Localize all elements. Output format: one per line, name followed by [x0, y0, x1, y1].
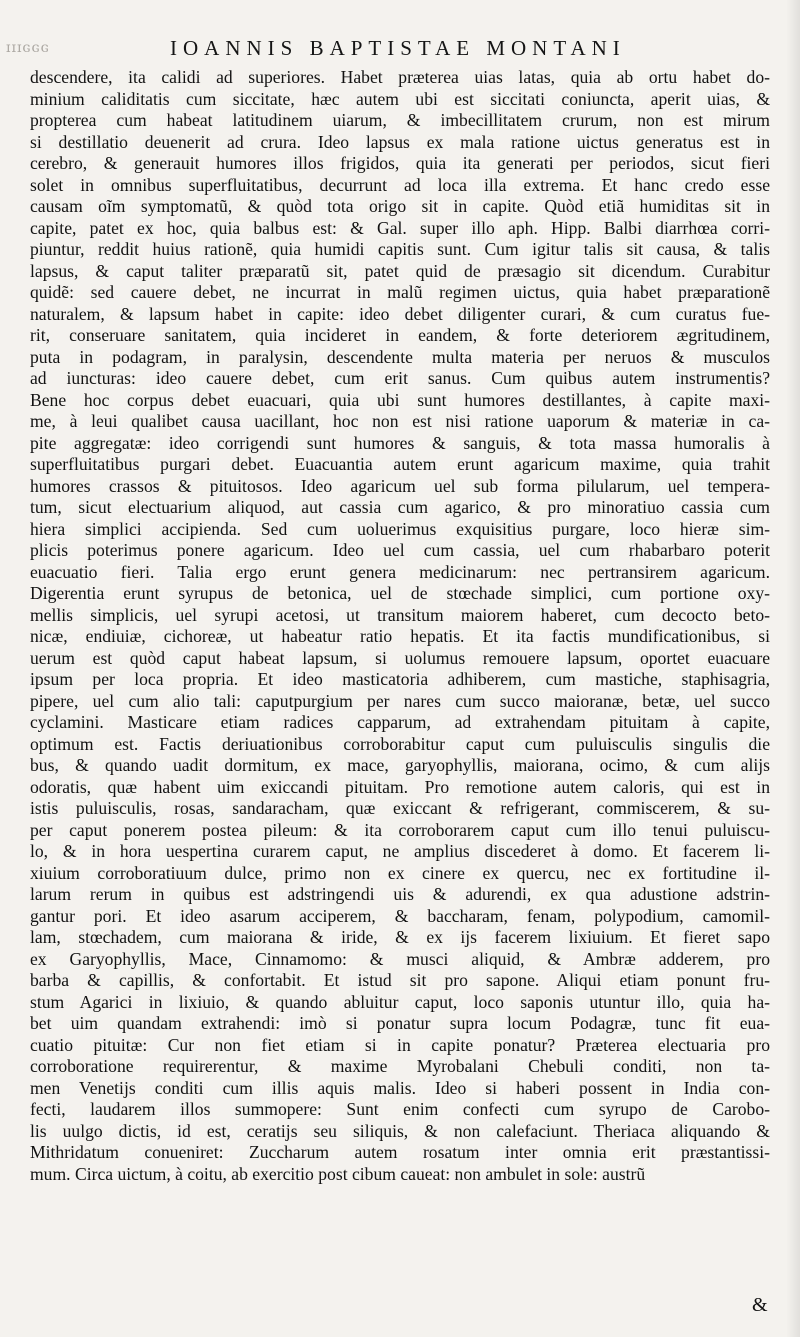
text-line: mellis simplicis, uel syrupi acetosi, ut transitum maiorem haberet, cum decocto beto-: [30, 604, 770, 625]
text-line: uerum est quòd caput habeat lapsum, si uolumus remouere lapsum, oportet euacuare: [30, 647, 770, 668]
text-line: mum. Circa uictum, à coitu, ab exercitio post cibum caueat: non ambulet in sole: austrũ: [30, 1163, 646, 1184]
text-line: gantur pori. Et ideo asarum acciperem, & baccharam, fenam, polypodium, camomil-: [30, 905, 770, 926]
text-line: ad iuncturas: ideo cauere debet, cum erit sanus. Cum quibus autem instrumentis?: [30, 368, 770, 388]
text-line: cerebro, & generauit humores illos frigidos, quia ita generati per periodos, sicut fieri: [30, 153, 770, 173]
text-line: Bene hoc corpus debet euacuari, quia ubi sunt humores destillantes, à capite maxi-: [30, 389, 770, 410]
text-line: istis puluisculis, rosas, sandaracham, quæ exiccant & refrigerant, commiscerem, & su-: [30, 798, 770, 818]
text-line: quidẽ: sed cauere debet, ne incurrat in malũ regimen uictus, quia habet præparationẽ: [30, 282, 770, 302]
text-line: pipere, uel cum alio tali: caputpurgium per nares cum succo maioranæ, betæ, uel succo: [30, 690, 770, 711]
page-edge-shadow: [786, 0, 800, 1337]
text-line: causam oĩm symptomatũ, & quòd tota origo sit in capite. Quòd etiã humiditas sit in: [30, 196, 770, 216]
text-line: xiuium corroboratiuum dulce, primo non ex cinere ex quercu, nec ex fortitudine il-: [30, 862, 770, 883]
text-line: minium caliditatis cum siccitate, hæc autem ubi est siccitati coniuncta, aperit uias, &: [30, 88, 770, 109]
text-line: cyclamini. Masticare etiam radices capparum, ad extrahendam pituitam à capite,: [30, 712, 770, 732]
text-line: bus, & quando uadit dormitum, ex mace, garyophyllis, maiorana, ocimo, & cum alijs: [30, 755, 770, 775]
show-through-mark: ɪɪɪɢɢɢ: [6, 40, 50, 56]
text-line: si destillatio deuenerit ad crura. Ideo lapsus ex mala ratione uictus generatus est in: [30, 131, 770, 152]
text-line: puta in podagram, in paralysin, descendente multa materia per neruos & musculos: [30, 346, 770, 367]
text-line: bet uim quandam extrahendi: imò si ponatur supra locum Podagræ, tunc fit eua-: [30, 1013, 770, 1033]
text-line: solet in omnibus superfluitatibus, decurrunt ad loca illa extrema. Et hanc credo esse: [30, 174, 770, 195]
text-line: fecti, laudarem illos summopere: Sunt enim confecti cum syrupo de Carobo-: [30, 1099, 770, 1119]
body-text: [30, 67, 770, 1185]
text-line: lo, & in hora uespertina curarem caput, ne amplius discederet à domo. Et facerem li-: [30, 841, 770, 861]
text-line: stum Agarici in lixiuio, & quando abluitur caput, loco saponis utuntur illo, quia ha-: [30, 991, 770, 1012]
text-line: optimum est. Factis deriuationibus corroborabitur caput cum puluisculis singulis die: [30, 733, 770, 754]
text-line: euacuatio fieri. Talia ergo erunt genera medicinarum: nec pertransirem agaricum.: [30, 561, 770, 582]
text-line: per caput ponerem postea pileum: & ita corroborarem caput cum illo tenui puluiscu-: [30, 819, 770, 840]
text-line: lam, stœchadem, cum maiorana & iride, & ex ijs facerem lixiuium. Et fieret sapo: [30, 927, 770, 947]
text-line: superfluitatibus purgari debet. Euacuantia autem erunt agaricum maxime, quia trahit: [30, 454, 770, 474]
running-head: IOANNIS BAPTISTAE MONTANI: [170, 36, 626, 60]
text-line: odoratis, quæ habent uim exiccandi pituitam. Pro remotione autem caloris, qui est in: [30, 776, 770, 797]
text-line: corroboratione requirerentur, & maxime Myrobalani Chebuli conditi, non ta-: [30, 1056, 770, 1076]
text-line: humores crassos & pituitosos. Ideo agaricum uel sub forma pilularum, uel tempera-: [30, 475, 770, 496]
text-line: tum, sicut electuarium aliquod, aut cassia cum agarico, & pro minoratiuo cassia cum: [30, 497, 770, 517]
text-line: hiera simplici accipienda. Sed cum uoluerimus exquisitius purgare, loco hieræ sim-: [30, 518, 770, 539]
text-line: lis uulgo dictis, id est, ceratijs seu siliquis, & non calefaciunt. Theriaca aliquando &: [30, 1120, 770, 1141]
text-line: cuatio pituitæ: Cur non fiet etiam si in capite ponatur? Præterea electuaria pro: [30, 1034, 770, 1055]
text-line: descendere, ita calidi ad superiores. Habet præterea uias latas, quia ab ortu habet do-: [30, 67, 770, 87]
text-line: ex Garyophyllis, Mace, Cinnamomo: & musci aliquid, & Ambræ adderem, pro: [30, 948, 770, 969]
text-line: rit, conseruare sanitatem, quia incideret in eandem, & forte deteriorem ægritudinem,: [30, 325, 770, 345]
text-line: barba & capillis, & confortabit. Et istud sit pro sapone. Aliqui etiam ponunt fru-: [30, 970, 770, 990]
text-line: capite, patet ex hoc, quia balbus est: & Gal. super illo aph. Hipp. Balbi diarrhœa corri-: [30, 217, 770, 238]
text-line: plicis poterimus ponere agaricum. Ideo uel cum cassia, uel cum rhabarbaro poterit: [30, 540, 770, 560]
text-line: Digerentia erunt syrupus de betonica, uel de stœchade simplici, cum portione oxy-: [30, 583, 770, 603]
text-line: Mithridatum conueniret: Zuccharum autem rosatum inter omnia erit præstantissi-: [30, 1142, 770, 1162]
catchword: &: [752, 1294, 768, 1316]
text-line: pite aggregatæ: ideo corrigendi sunt humores & sanguis, & tota massa humoralis à: [30, 432, 770, 453]
text-line: ipsum per loca propria. Et ideo masticatoria adhiberem, cum mastiche, staphisagria,: [30, 669, 770, 689]
text-line: larum rerum in quibus est adstringendi uis & adurendi, ex qua adustione adstrin-: [30, 884, 770, 904]
text-line: piuntur, reddit huius rationẽ, quia humidi capitis sunt. Cum igitur talis sit causa, & talis: [30, 239, 770, 259]
text-line: naturalem, & lapsum habet in capite: ideo debet diligenter curari, & cum curatus fue-: [30, 303, 770, 324]
text-line: me, à leui qualibet causa uacillant, hoc non est nisi ratione uaporum & materiæ in ca-: [30, 411, 770, 431]
text-line: nicæ, endiuiæ, cichoreæ, ut habeatur ratio hepatis. Et ita factis mundificationibus, si: [30, 626, 770, 646]
text-line: propterea cum habeat latitudinem uiarum, & imbecillitatem crurum, non est mirum: [30, 110, 770, 130]
text-line: men Venetijs conditi cum illis aquis malis. Ideo si haberi possent in India con-: [30, 1077, 770, 1098]
text-line: lapsus, & caput taliter præparatũ sit, patet quid de præsagio sit dicendum. Curabitur: [30, 260, 770, 281]
